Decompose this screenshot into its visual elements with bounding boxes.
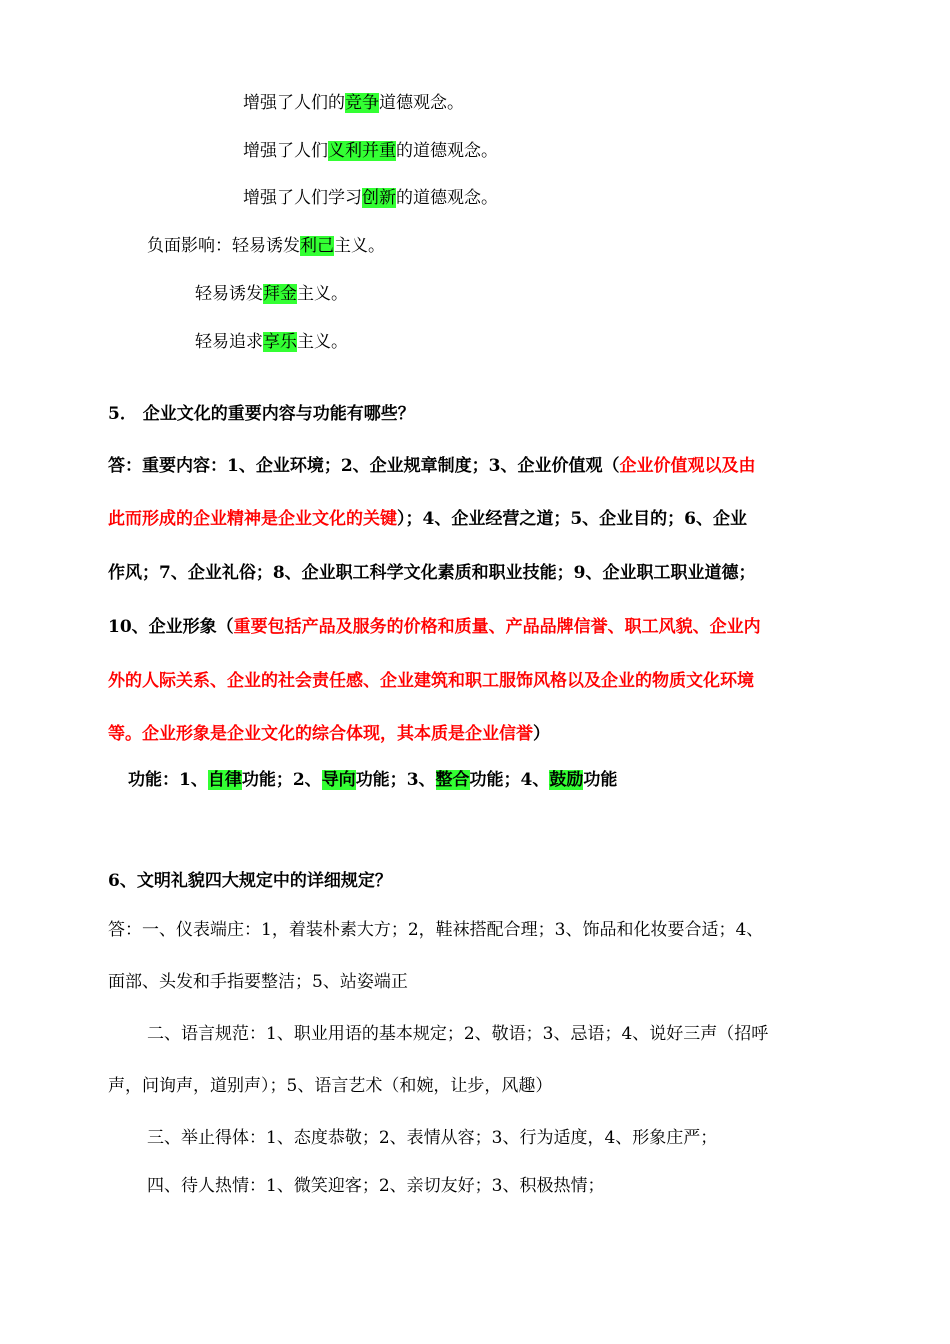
q6-title: 6、文明礼貌四大规定中的详细规定？	[108, 871, 392, 891]
positive-line-1-post: 道德观念。	[379, 93, 464, 113]
q5-answer-line-2-red: 此而形成的企业精神是企业文化的关键	[108, 509, 397, 529]
q6-answer-2-line-2: 声，问询声，道别声）；5、语言艺术（和婉，让步，风趣）	[108, 1076, 553, 1096]
negative-line-3-post: 主义。	[297, 332, 348, 352]
positive-line-2	[243, 139, 498, 163]
positive-line-2-post: 的道德观念。	[396, 141, 498, 161]
q5-functions	[128, 768, 617, 792]
positive-line-1-pre: 增强了人们的	[243, 93, 345, 113]
q5-answer-line-1-red: 企业价值观以及由	[619, 456, 756, 476]
negative-line-3-highlight: 享乐	[263, 332, 297, 352]
positive-line-3-pre: 增强了人们学习	[243, 188, 362, 208]
positive-line-3-highlight: 创新	[362, 188, 396, 208]
function-3-post: 功能；	[469, 770, 521, 790]
function-3-pre: 3、	[406, 770, 436, 790]
function-1-pre: 1、	[179, 770, 208, 790]
q5-answer-line-1	[108, 454, 756, 478]
q5-answer-line-6-black: ）	[533, 724, 550, 744]
negative-line-1	[147, 234, 385, 258]
function-4-pre: 4、	[520, 770, 550, 790]
function-2-post: 功能；	[355, 770, 407, 790]
positive-line-1	[243, 91, 464, 115]
q5-answer-line-2	[108, 507, 747, 531]
function-1-post: 功能；	[241, 770, 293, 790]
negative-line-2-post: 主义。	[297, 284, 348, 304]
negative-line-2-highlight: 拜金	[263, 284, 297, 304]
positive-line-2-pre: 增强了人们	[243, 141, 328, 161]
q5-answer-line-1-black: 答：重要内容：1、企业环境；2、企业规章制度；3、企业价值观（	[108, 456, 620, 476]
q6-answer-1-line-2: 面部、头发和手指要整洁；5、站姿端正	[108, 972, 408, 992]
function-4-highlight: 鼓励	[549, 770, 584, 790]
function-3-highlight: 整合	[435, 770, 470, 790]
q5-title: 5． 企业文化的重要内容与功能有哪些？	[108, 404, 415, 424]
positive-line-1-highlight: 竞争	[345, 93, 379, 113]
q5-answer-line-4	[108, 615, 761, 639]
q5-answer-line-5-red: 外的人际关系、企业的社会责任感、企业建筑和职工服饰风格以及企业的物质文化环境	[108, 671, 754, 691]
negative-label: 负面影响：	[147, 236, 232, 256]
negative-line-2-pre: 轻易诱发	[195, 284, 263, 304]
q5-answer-line-2-black: ）；4、企业经营之道；5、企业目的；6、企业	[397, 509, 747, 529]
positive-line-2-highlight: 义利并重	[328, 141, 396, 161]
q6-answer-1-line-1: 答：一、仪表端庄：1，着装朴素大方；2，鞋袜搭配合理；3、饰品和化妆要合适；4、	[108, 920, 764, 940]
negative-line-3	[195, 330, 348, 354]
q5-answer-line-6-red: 等。企业形象是企业文化的综合体现，其本质是企业信誉	[108, 724, 533, 744]
q6-answer-4: 四、待人热情：1、微笑迎客；2、亲切友好；3、积极热情；	[147, 1176, 605, 1196]
function-2-highlight: 导向	[321, 770, 356, 790]
negative-line-2	[195, 282, 348, 306]
q5-answer-line-3: 作风；7、企业礼俗；8、企业职工科学文化素质和职业技能；9、企业职工职业道德；	[108, 563, 756, 583]
positive-line-3-post: 的道德观念。	[396, 188, 498, 208]
q5-answer-line-5	[108, 669, 754, 693]
functions-label: 功能：	[128, 770, 179, 790]
negative-line-1-pre: 轻易诱发	[232, 236, 300, 256]
q5-answer-line-4-red: 重要包括产品及服务的价格和质量、产品品牌信誉、职工风貌、企业内	[233, 617, 761, 637]
q6-answer-3: 三、举止得体：1、态度恭敬；2、表情从容；3、行为适度，4、形象庄严；	[147, 1128, 718, 1148]
positive-line-3	[243, 186, 498, 210]
function-2-pre: 2、	[292, 770, 322, 790]
q6-answer-2-line-1: 二、语言规范：1、职业用语的基本规定；2、敬语；3、忌语；4、说好三声（招呼	[147, 1024, 769, 1044]
negative-line-1-post: 主义。	[334, 236, 385, 256]
negative-line-3-pre: 轻易追求	[195, 332, 263, 352]
function-1-highlight: 自律	[207, 770, 242, 790]
negative-line-1-highlight: 利己	[300, 236, 334, 256]
q5-answer-line-4-black: 10、企业形象（	[108, 617, 234, 637]
function-4-post: 功能	[583, 770, 618, 790]
q5-answer-line-6	[108, 722, 550, 746]
